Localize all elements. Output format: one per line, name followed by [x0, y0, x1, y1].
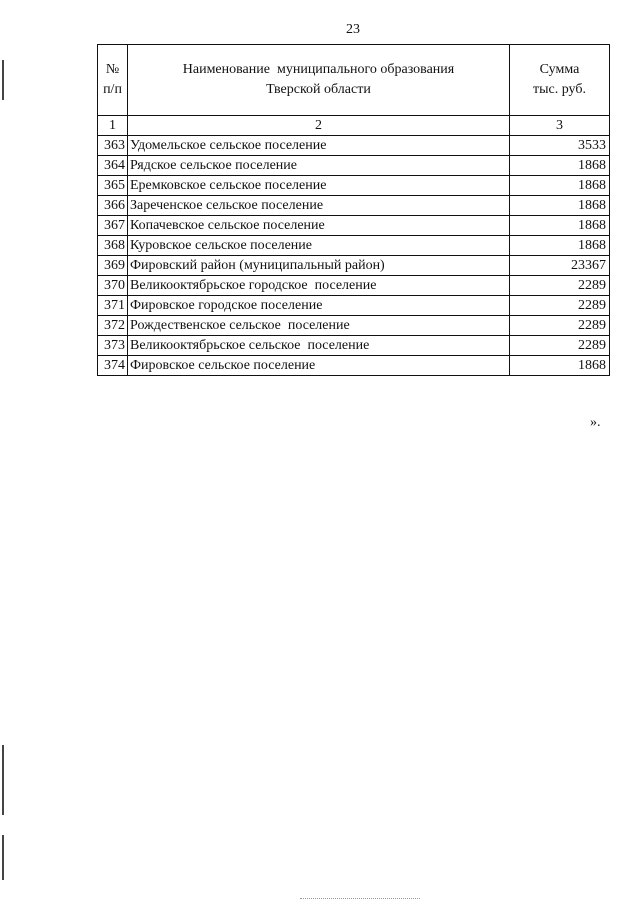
row-name: Еремковское сельское поселение: [128, 176, 510, 196]
row-name: Фировское городское поселение: [128, 296, 510, 316]
header-number-line2: п/п: [103, 82, 122, 97]
row-number: 374: [98, 356, 128, 376]
table-row: [98, 316, 610, 336]
page-number: 23: [346, 22, 360, 37]
row-amount: 1868: [510, 216, 610, 236]
table-body: [98, 136, 610, 376]
row-number: 368: [98, 236, 128, 256]
row-name: Копачевское сельское поселение: [128, 216, 510, 236]
row-name: Фировское сельское поселение: [128, 356, 510, 376]
row-name: Великооктябрьское городское поселение: [128, 276, 510, 296]
row-amount: 2289: [510, 296, 610, 316]
row-name: Рождественское сельское поселение: [128, 316, 510, 336]
footer-divider: [300, 898, 420, 899]
header-number: [98, 45, 128, 116]
row-amount: 23367: [510, 256, 610, 276]
margin-mark-bottom: [2, 835, 4, 880]
column-number-2: 2: [128, 116, 510, 136]
row-number: 367: [98, 216, 128, 236]
header-amount: [510, 45, 610, 116]
row-amount: 2289: [510, 316, 610, 336]
row-number: 369: [98, 256, 128, 276]
row-amount: 1868: [510, 236, 610, 256]
row-name: Удомельское сельское поселение: [128, 136, 510, 156]
table-row: [98, 276, 610, 296]
column-number-3: 3: [510, 116, 610, 136]
row-amount: 1868: [510, 356, 610, 376]
row-amount: 2289: [510, 336, 610, 356]
table-row: [98, 256, 610, 276]
column-number-row: [98, 116, 610, 136]
header-number-line1: №: [105, 62, 120, 77]
row-number: 370: [98, 276, 128, 296]
row-name: Великооктябрьское сельское поселение: [128, 336, 510, 356]
row-amount: 2289: [510, 276, 610, 296]
table-row: [98, 216, 610, 236]
table-row: [98, 156, 610, 176]
row-number: 363: [98, 136, 128, 156]
table-row: [98, 356, 610, 376]
table-header-row: [98, 45, 610, 116]
row-number: 364: [98, 156, 128, 176]
row-name: Рядское сельское поселение: [128, 156, 510, 176]
row-number: 372: [98, 316, 128, 336]
table-row: [98, 296, 610, 316]
row-amount: 3533: [510, 136, 610, 156]
row-amount: 1868: [510, 176, 610, 196]
row-number: 373: [98, 336, 128, 356]
row-number: 366: [98, 196, 128, 216]
municipal-table: [97, 44, 610, 376]
header-name: [128, 45, 510, 116]
header-amount-line2: тыс. руб.: [533, 82, 586, 97]
row-number: 371: [98, 296, 128, 316]
table-row: [98, 196, 610, 216]
table-row: [98, 176, 610, 196]
row-number: 365: [98, 176, 128, 196]
header-name-line2: Тверской области: [266, 82, 371, 97]
header-amount-line1: Сумма: [539, 62, 580, 77]
header-name-line1: Наименование муниципального образования: [182, 62, 455, 77]
column-number-1: 1: [98, 116, 128, 136]
row-name: Фировский район (муниципальный район): [128, 256, 510, 276]
row-name: Куровское сельское поселение: [128, 236, 510, 256]
row-amount: 1868: [510, 156, 610, 176]
table-row: [98, 336, 610, 356]
row-amount: 1868: [510, 196, 610, 216]
closing-quote: ».: [590, 415, 601, 430]
table-row: [98, 136, 610, 156]
row-name: Зареченское сельское поселение: [128, 196, 510, 216]
margin-mark-top: [2, 60, 4, 100]
margin-mark-middle: [2, 745, 4, 815]
table-row: [98, 236, 610, 256]
